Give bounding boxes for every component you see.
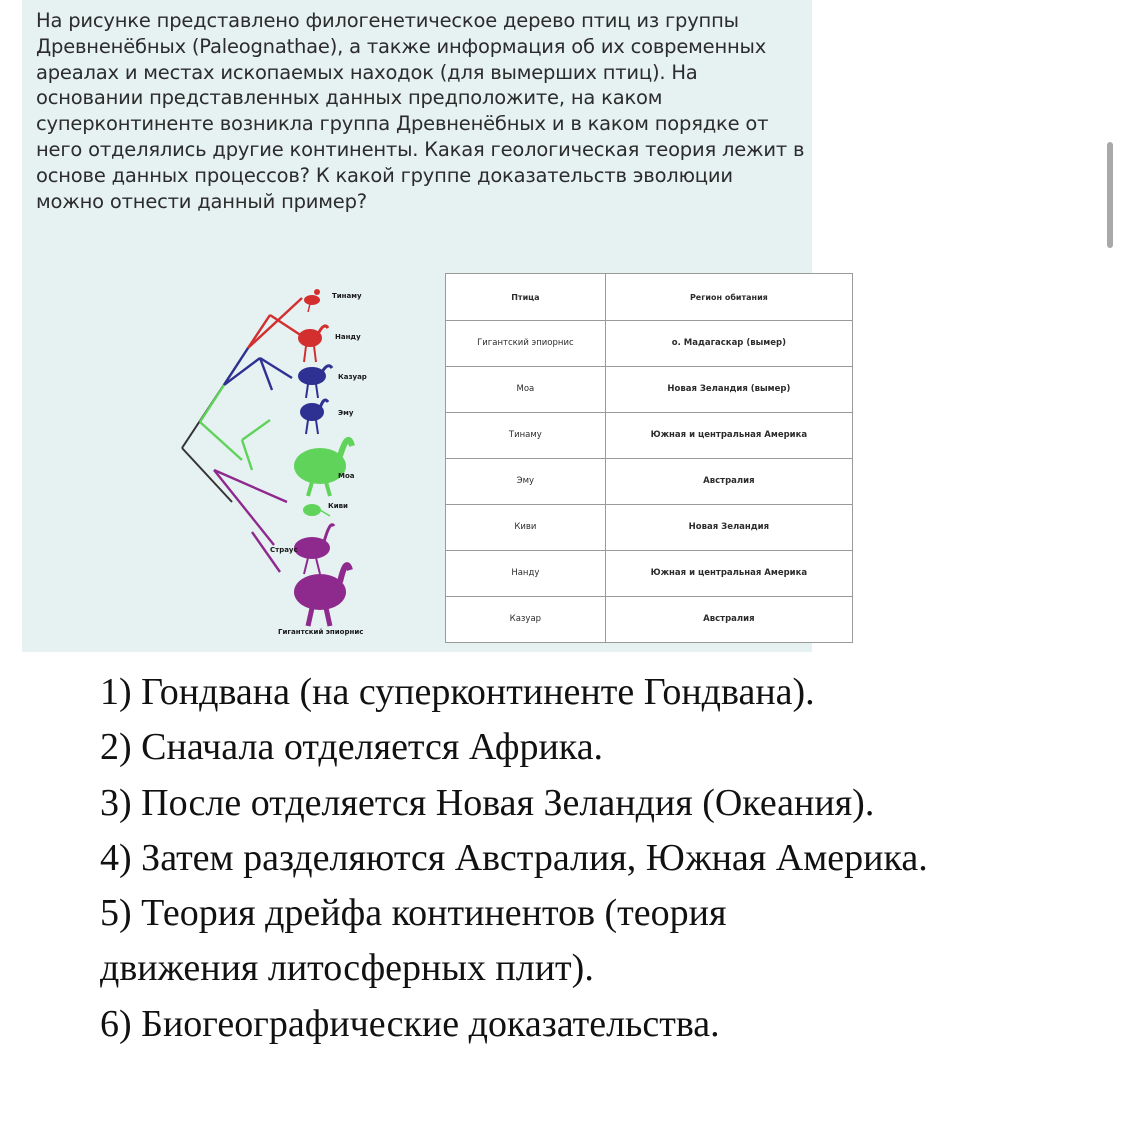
label-moa: Моа	[338, 472, 355, 480]
cell-region: Австралия	[605, 459, 852, 505]
cell-bird: Тинаму	[446, 413, 606, 459]
cell-region: Австралия	[605, 597, 852, 643]
label-rhea: Нанду	[335, 333, 361, 341]
table-row	[446, 551, 853, 597]
table-row	[446, 321, 853, 367]
cell-bird: Нанду	[446, 551, 606, 597]
label-ostrich: Страус	[270, 546, 298, 554]
green-branches	[200, 385, 270, 470]
cell-bird: Казуар	[446, 597, 606, 643]
header-region: Регион обитания	[605, 274, 852, 321]
cell-bird: Киви	[446, 505, 606, 551]
ostrich-icon	[294, 525, 334, 574]
answer-5-line-2: движения литосферных плит).	[100, 947, 594, 989]
emu-icon	[300, 400, 328, 434]
table-row	[446, 597, 853, 643]
question-text: На рисунке представлено филогенетическое дерево птиц из группы Древненёбных (Paleognathae), а также информация об их современных ареалах и местах ископаемых находок (для вымерших птиц). На основании представленных данных предположите, на каком суперконтиненте возникла группа Древненёбных и в каком порядке от него отделялись другие континенты. Какая геологическая теория лежит в основе данных процессов? К какой группе доказательств эволюции можно отнести данный пример?	[36, 9, 805, 213]
label-emu: Эму	[338, 409, 354, 417]
phylogeny-figure	[152, 270, 842, 650]
answer-4: 4) Затем разделяются Австралия, Южная Америка.	[100, 837, 928, 879]
task-panel	[22, 0, 812, 652]
answer-1: 1) Гондвана (на суперконтиненте Гондвана).	[100, 671, 815, 713]
answer-3: 3) После отделяется Новая Зеландия (Океания).	[100, 782, 875, 824]
tinamou-icon	[304, 289, 320, 312]
cell-region: Новая Зеландия	[605, 505, 852, 551]
label-tinamou: Тинаму	[332, 292, 362, 300]
label-kiwi: Киви	[328, 502, 348, 510]
scrollbar-thumb[interactable]	[1107, 142, 1113, 248]
table-row	[446, 459, 853, 505]
blue-branches	[224, 348, 292, 390]
cell-region: о. Мадагаскар (вымер)	[605, 321, 852, 367]
header-bird: Птица	[446, 274, 606, 321]
kiwi-icon	[303, 504, 330, 516]
elephant-bird-icon	[294, 565, 350, 626]
table-row	[446, 505, 853, 551]
tree-trunk	[182, 315, 270, 502]
red-branches	[248, 298, 302, 348]
table-header-row	[446, 274, 853, 321]
rhea-icon	[298, 326, 328, 362]
moa-icon	[294, 440, 352, 496]
answer-list	[0, 670, 1125, 1110]
cell-region: Южная и центральная Америка	[605, 551, 852, 597]
answer-6: 6) Биогеографические доказательства.	[100, 1003, 720, 1045]
answer-5-line-1: 5) Теория дрейфа континентов (теория	[100, 892, 727, 934]
cassowary-icon	[298, 366, 332, 398]
cell-bird: Моа	[446, 367, 606, 413]
cell-bird: Эму	[446, 459, 606, 505]
label-cassowary: Казуар	[338, 373, 367, 381]
phylogenetic-tree	[152, 270, 442, 650]
table-row	[446, 367, 853, 413]
cell-bird: Гигантский эпиорнис	[446, 321, 606, 367]
cell-region: Южная и центральная Америка	[605, 413, 852, 459]
answer-2: 2) Сначала отделяется Африка.	[100, 726, 604, 768]
table-row	[446, 413, 853, 459]
bird-region-table	[445, 273, 853, 643]
cell-region: Новая Зеландия (вымер)	[605, 367, 852, 413]
label-elephant-bird: Гигантский эпиорнис	[278, 628, 364, 636]
purple-branches	[214, 470, 287, 572]
